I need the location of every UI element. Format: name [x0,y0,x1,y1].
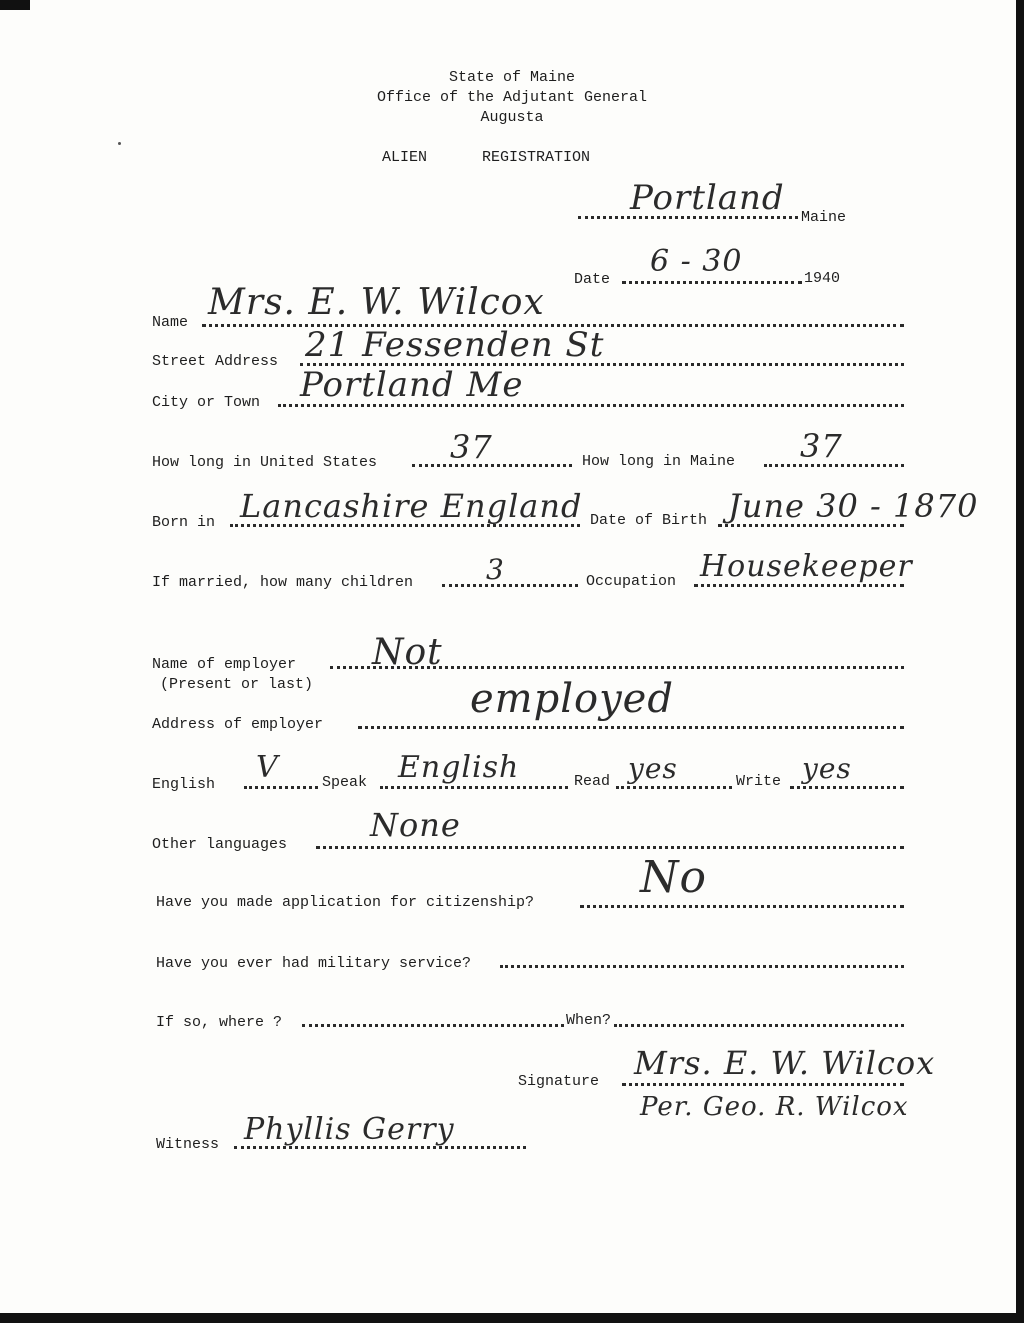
children-dotted-line [442,584,578,587]
form-title-alien: ALIEN [382,149,428,166]
ink-speck [118,142,121,145]
speak-dotted-line [380,786,568,789]
born-label: Born in [152,514,216,531]
read-dotted-line [616,786,732,789]
children-label: If married, how many children [152,574,414,591]
place-handwritten: Portland [630,178,785,218]
us-label: How long in United States [152,454,378,471]
date-handwritten: 6 - 30 [650,244,743,279]
street-label: Street Address [152,353,279,370]
date-label: Date [574,271,611,288]
employer-address-label: Address of employer [152,716,324,733]
header-city: Augusta [480,109,544,126]
signature-handwritten-agent: Per. Geo. R. Wilcox [640,1092,909,1122]
employer-label: Name of employer [152,656,297,673]
when-label: When? [566,1012,612,1029]
other-lang-dotted-line [316,846,904,849]
header-office: Office of the Adjutant General [376,89,648,106]
military-dotted-line [500,965,904,968]
signature-label: Signature [518,1073,600,1090]
occupation-label: Occupation [586,573,677,590]
street-handwritten: 21 Fessenden St [305,325,605,365]
write-label: Write [736,773,782,790]
city-label: City or Town [152,394,261,411]
when-dotted-line [614,1024,904,1027]
employer-handwritten-1: Not [372,632,443,673]
citizenship-dotted-line [580,905,904,908]
scan-border-corner [0,0,30,10]
employer-sublabel: (Present or last) [160,676,314,693]
dob-label: Date of Birth [590,512,708,529]
signature-handwritten: Mrs. E. W. Wilcox [634,1044,936,1082]
born-handwritten: Lancashire England [240,487,583,525]
scan-border-right [1016,0,1024,1323]
write-dotted-line [790,786,904,789]
witness-label: Witness [156,1136,220,1153]
english-handwritten: V [256,750,279,785]
citizenship-handwritten: No [640,852,707,903]
occupation-dotted-line [694,584,904,587]
english-label: English [152,776,216,793]
witness-handwritten: Phyllis Gerry [244,1112,455,1147]
date-dotted-line [622,281,802,284]
where-label: If so, where ? [156,1014,283,1031]
other-lang-handwritten: None [370,806,461,844]
occupation-handwritten: Housekeeper [700,549,913,584]
other-lang-label: Other languages [152,836,288,853]
speak-label: Speak [322,774,368,791]
maine-handwritten: 37 [800,427,843,465]
read-handwritten: yes [628,752,678,785]
name-label: Name [152,314,189,331]
date-year: 1940 [804,270,841,287]
place-suffix: Maine [801,209,847,226]
form-title-registration: REGISTRATION [482,149,591,166]
employer-handwritten-2: employed [470,676,674,722]
header-state: State of Maine [448,69,576,86]
name-handwritten: Mrs. E. W. Wilcox [208,282,545,323]
city-handwritten: Portland Me [300,365,524,405]
signature-dotted-line [622,1083,904,1086]
scan-border-bottom [0,1313,1024,1323]
write-handwritten: yes [802,752,852,785]
citizenship-label: Have you made application for citizenship? [156,894,535,911]
english-dotted-line [244,786,318,789]
children-handwritten: 3 [486,553,505,586]
where-dotted-line [302,1024,564,1027]
speak-handwritten: English [398,750,520,785]
military-label: Have you ever had military service? [156,955,472,972]
maine-label: How long in Maine [582,453,736,470]
dob-handwritten: June 30 - 1870 [728,487,979,525]
employer-address-dotted-line [358,726,904,729]
read-label: Read [574,773,611,790]
us-handwritten: 37 [450,428,493,466]
